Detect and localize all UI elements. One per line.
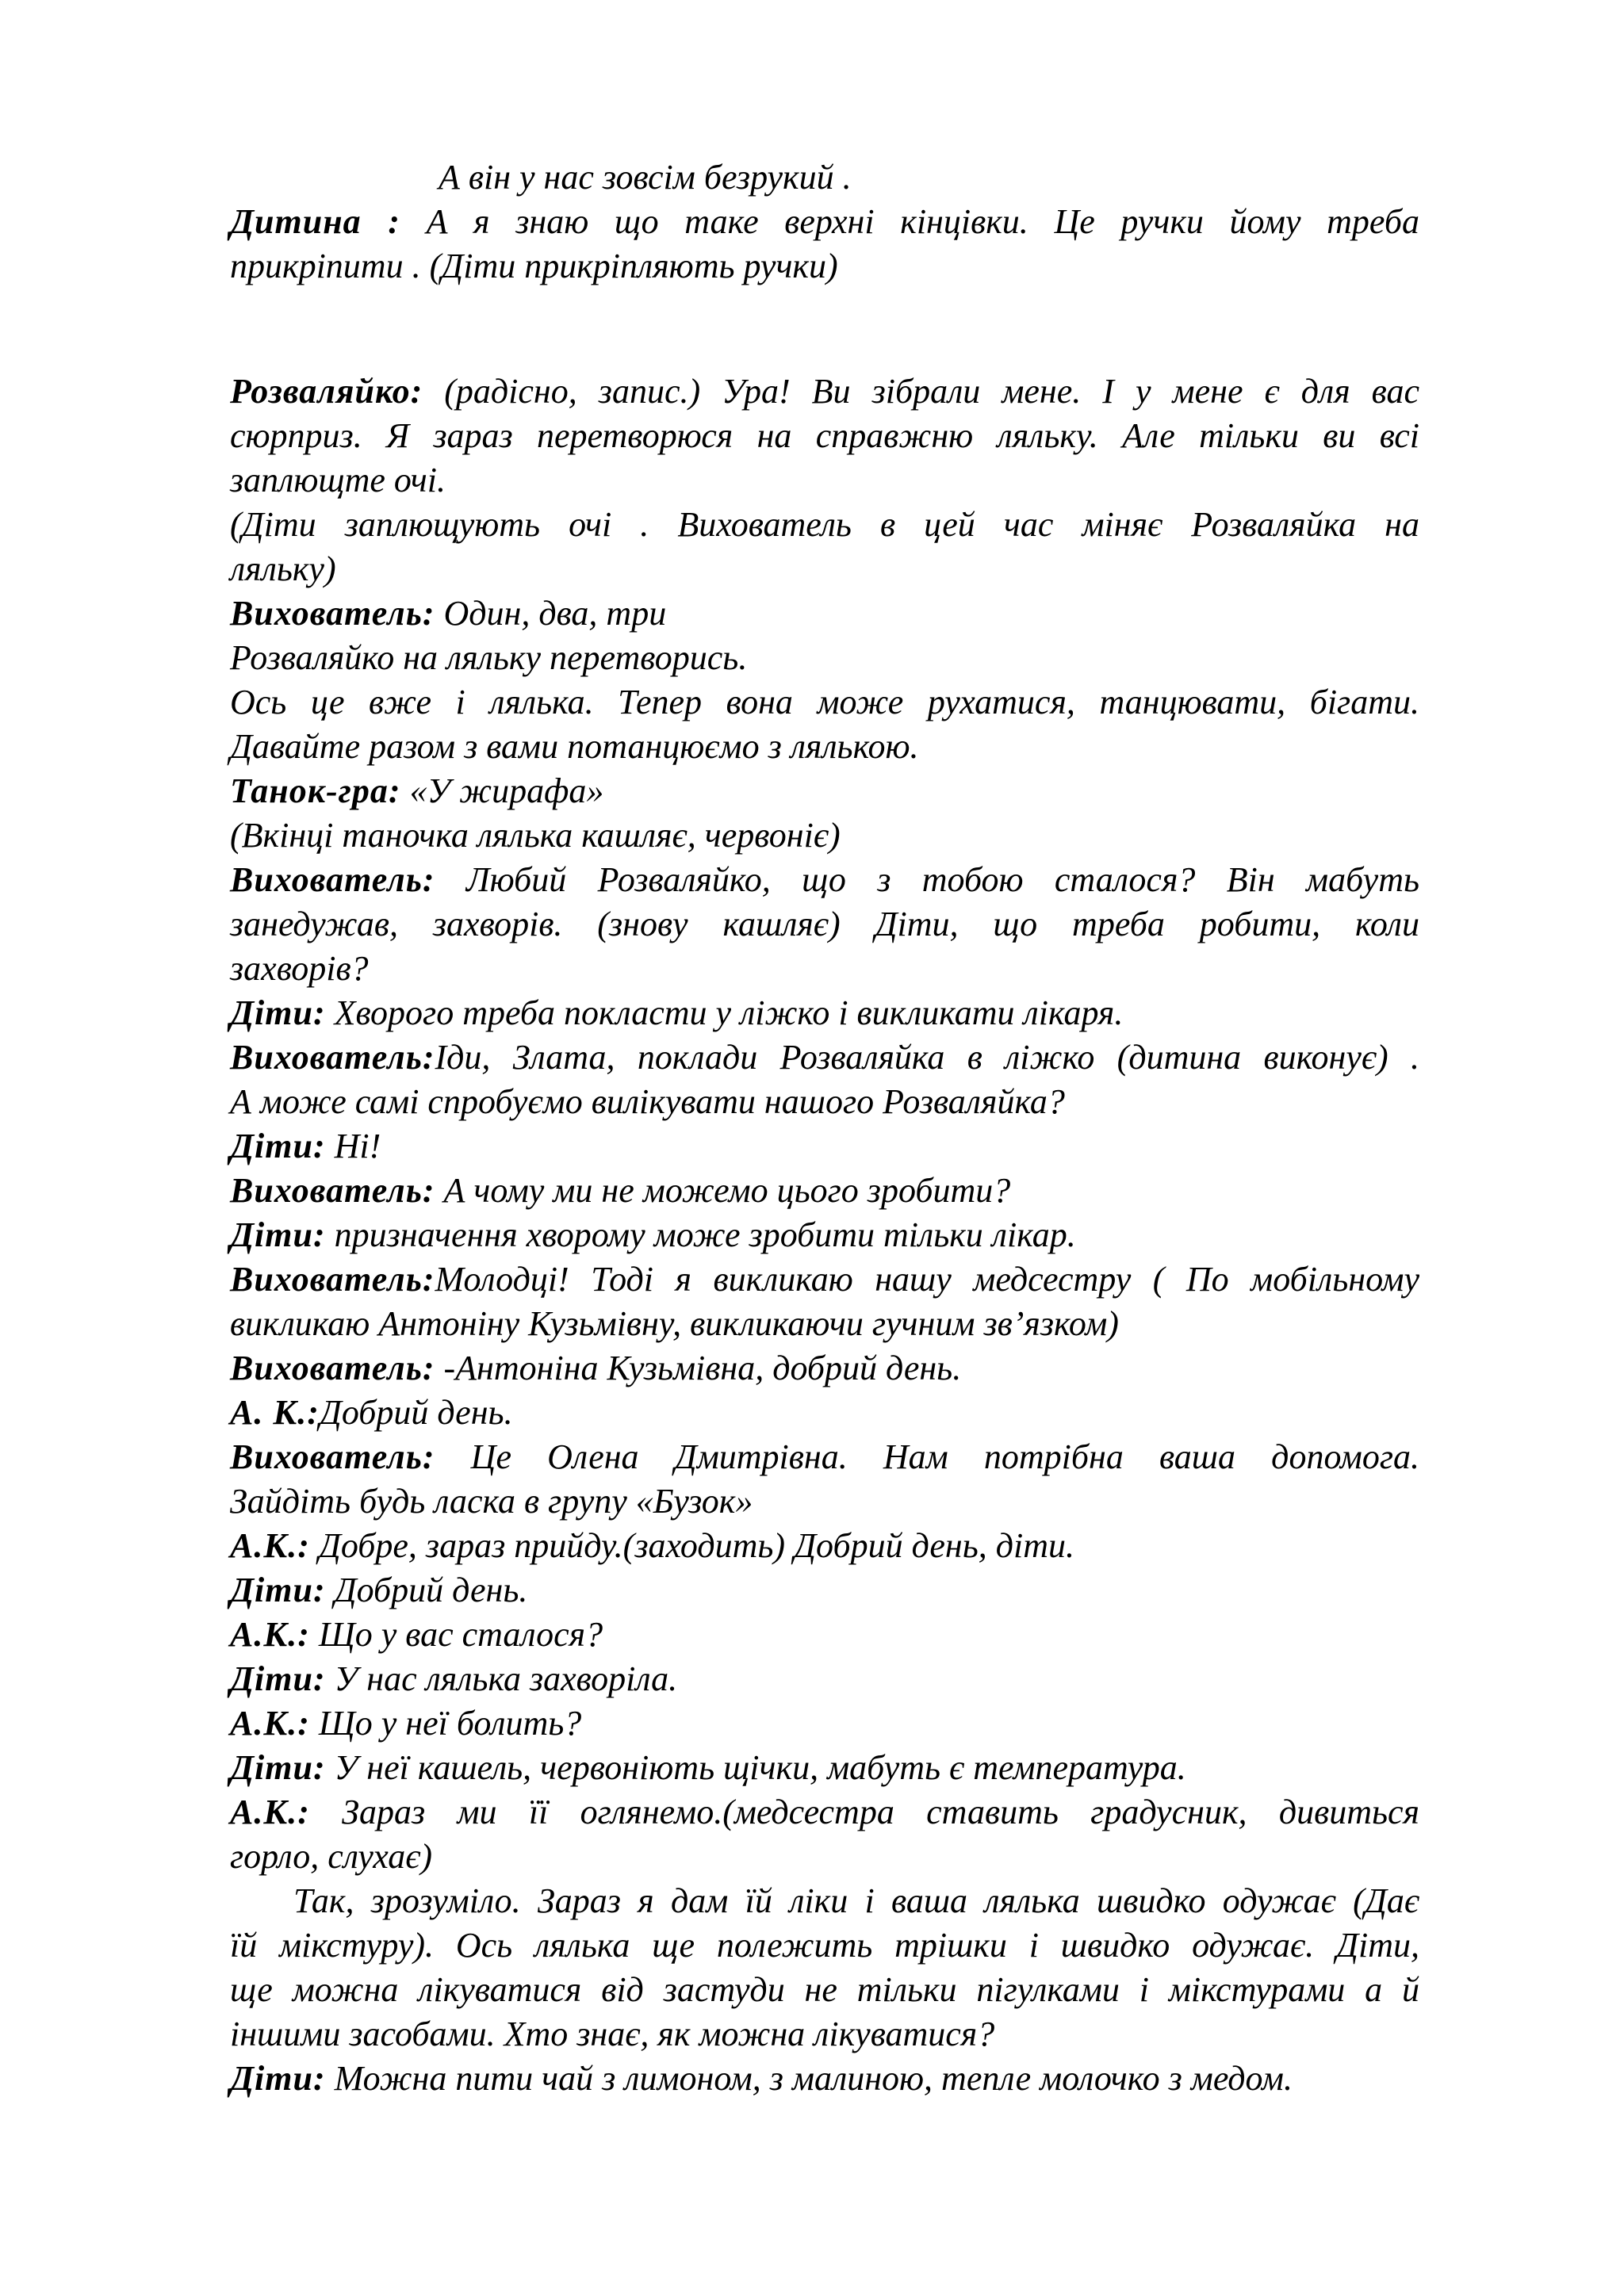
line-text: У неї кашель, червоніють щічки, мабуть є температура.: [334, 1748, 1186, 1787]
dialogue-line: [230, 1035, 1419, 1080]
line-text: Ось це вже і лялька. Тепер вона може рухатися, танцювати, бігати.: [230, 683, 1419, 721]
speaker-label: Вихователь:: [230, 594, 435, 633]
text-line: [230, 1923, 1419, 1968]
speaker-label: Вихователь:: [230, 1349, 435, 1387]
speaker-label: А. К.:: [230, 1393, 320, 1432]
text-line: [230, 503, 1419, 547]
line-text: іншими засобами. Хто знає, як можна лікуватися?: [230, 2015, 995, 2053]
speaker-label: Діти:: [230, 1215, 326, 1254]
text-line: [230, 902, 1419, 947]
dialogue-line: [230, 200, 1419, 244]
line-text: (Вкінці таночка лялька кашляє, червоніє): [230, 816, 841, 855]
line-text: Хворого треба покласти у ліжко і викликати лікаря.: [334, 993, 1124, 1032]
line-text: Добрий день.: [334, 1571, 528, 1609]
line-text: А може самі спробуємо вилікувати нашого Розваляйка?: [230, 1082, 1065, 1121]
text-line: [439, 155, 994, 200]
text-line: [230, 1080, 1419, 1124]
line-text: Любий Розваляйко, що з тобою сталося? Він мабуть: [465, 860, 1419, 899]
dialogue-line: [230, 1524, 1419, 1568]
dialogue-line: [230, 1613, 1419, 1657]
line-text: Що у вас сталося?: [318, 1615, 603, 1654]
speaker-label: Діти:: [230, 1748, 326, 1787]
dialogue-line: [230, 1657, 1419, 1701]
speaker-label: Розваляйко:: [230, 372, 423, 411]
line-text: Можна пити чай з лимоном, з малиною, тепле молочко з медом.: [334, 2059, 1293, 2098]
line-text: Що у неї болить?: [318, 1704, 582, 1743]
text-line: [230, 2012, 1419, 2057]
speaker-label: Діти:: [230, 1571, 326, 1609]
line-text: Добрий день.: [319, 1393, 513, 1432]
line-text: (Діти заплющують очі . Вихователь в цей час міняє Розваляйка на: [230, 505, 1419, 544]
line-text: «У жирафа»: [409, 771, 604, 810]
dialogue-line: [230, 1391, 1419, 1435]
text-line: [230, 458, 1419, 503]
dialogue-line: [230, 1213, 1419, 1257]
line-text: Давайте разом з вами потанцюємо з лялькою.: [230, 727, 919, 766]
line-text: -Антоніна Кузьмівна, добрий день.: [443, 1349, 962, 1387]
line-text: ще можна лікуватися від застуди не тільки пігулками і мікстурами а й: [230, 1970, 1419, 2009]
text-line: [230, 414, 1419, 458]
text-line: [230, 636, 1419, 680]
dialogue-line: [230, 1568, 1419, 1613]
speaker-label: Діти:: [230, 1127, 326, 1165]
dialogue-line: [230, 369, 1419, 414]
speaker-label: Діти:: [230, 993, 326, 1032]
text-line: [230, 947, 1419, 991]
line-text: викликаю Антоніну Кузьмівну, викликаючи гучним зв’язком): [230, 1304, 1119, 1343]
dialogue-line: [230, 1701, 1419, 1746]
speaker-label: Діти:: [230, 1659, 326, 1698]
speaker-label: Дитина :: [230, 202, 400, 241]
line-text: Зайдіть будь ласка в групу «Бузок»: [230, 1482, 753, 1521]
speaker-label: Вихователь:: [230, 1437, 435, 1476]
line-text: їй мікстуру). Ось лялька ще полежить трішки і швидко одужає. Діти,: [230, 1926, 1419, 1965]
text-line: [230, 725, 1419, 769]
text-line: [230, 1835, 1419, 1879]
line-text: Ні!: [334, 1127, 381, 1165]
line-text: Розваляйко на ляльку перетворись.: [230, 638, 748, 677]
line-text: Один, два, три: [443, 594, 667, 633]
text-line: [230, 1968, 1419, 2012]
speaker-label: Вихователь:: [230, 860, 435, 899]
line-text: Так, зрозуміло. Зараз я дам їй ліки і ваша лялька швидко одужає (Дає: [293, 1881, 1419, 1920]
dialogue-line: [230, 1257, 1419, 1302]
text-line: [293, 1879, 1419, 1923]
text-line: [230, 1479, 1419, 1524]
line-text: захворів?: [230, 949, 369, 988]
line-text: призначення хворому може зробити тільки лікар.: [334, 1215, 1076, 1254]
speaker-label: Вихователь:: [230, 1171, 435, 1210]
text-line: [230, 547, 1419, 591]
line-text: Добре, зараз прийду.(заходить) Добрий день, діти.: [318, 1526, 1075, 1565]
text-line: [230, 244, 1419, 289]
speaker-label: Вихователь:: [230, 1260, 435, 1299]
speaker-label: Танок-гра:: [230, 771, 401, 810]
line-text: Це Олена Дмитрівна. Нам потрібна ваша допомога.: [470, 1437, 1420, 1476]
speaker-label: Вихователь:: [230, 1038, 435, 1077]
speaker-label: А.К.:: [230, 1526, 310, 1565]
line-text: (радісно, запис.) Ура! Ви зібрали мене. І у мене є для вас: [444, 372, 1419, 411]
dialogue-line: [230, 1746, 1419, 1790]
dialogue-line: [230, 1169, 1419, 1213]
dialogue-line: [230, 769, 1419, 813]
line-text: Зараз ми її оглянемо.(медсестра ставить градусник, дивиться: [342, 1793, 1419, 1831]
dialogue-line: [230, 858, 1419, 902]
line-text: прикріпити . (Діти прикріпляють ручки): [230, 247, 838, 285]
line-text: Молодці! Тоді я викликаю нашу медсестру ( По мобільному: [435, 1260, 1419, 1299]
speaker-label: А.К.:: [230, 1793, 310, 1831]
dialogue-line: [230, 991, 1419, 1035]
line-text: А я знаю що таке верхні кінцівки. Це ручки йому треба: [426, 202, 1419, 241]
line-text: занедужав, захворів. (знову кашляє) Діти, що треба робити, коли: [230, 905, 1419, 943]
line-text: заплющте очі.: [230, 461, 446, 499]
speaker-label: А.К.:: [230, 1615, 310, 1654]
speaker-label: Діти:: [230, 2059, 326, 2098]
line-text: А він у нас зовсім безрукий .: [439, 158, 852, 197]
line-text: сюрприз. Я зараз перетворюся на справжню ляльку. Але тільки ви всі: [230, 416, 1419, 455]
dialogue-line: [230, 1346, 1419, 1391]
text-line: [230, 813, 1419, 858]
dialogue-line: [230, 591, 1419, 636]
dialogue-line: [230, 2057, 1419, 2101]
speaker-label: А.К.:: [230, 1704, 310, 1743]
text-line: [230, 1302, 1419, 1346]
line-text: Іди, Злата, поклади Розваляйка в ліжко (дитина виконує) .: [435, 1038, 1419, 1077]
line-text: А чому ми не можемо цього зробити?: [443, 1171, 1011, 1210]
dialogue-line: [230, 1435, 1419, 1479]
line-text: ляльку): [230, 549, 336, 588]
dialogue-line: [230, 1124, 1419, 1169]
dialogue-line: [230, 1790, 1419, 1835]
line-text: У нас лялька захворіла.: [334, 1659, 678, 1698]
text-line: [230, 680, 1419, 725]
line-text: горло, слухає): [230, 1837, 433, 1876]
